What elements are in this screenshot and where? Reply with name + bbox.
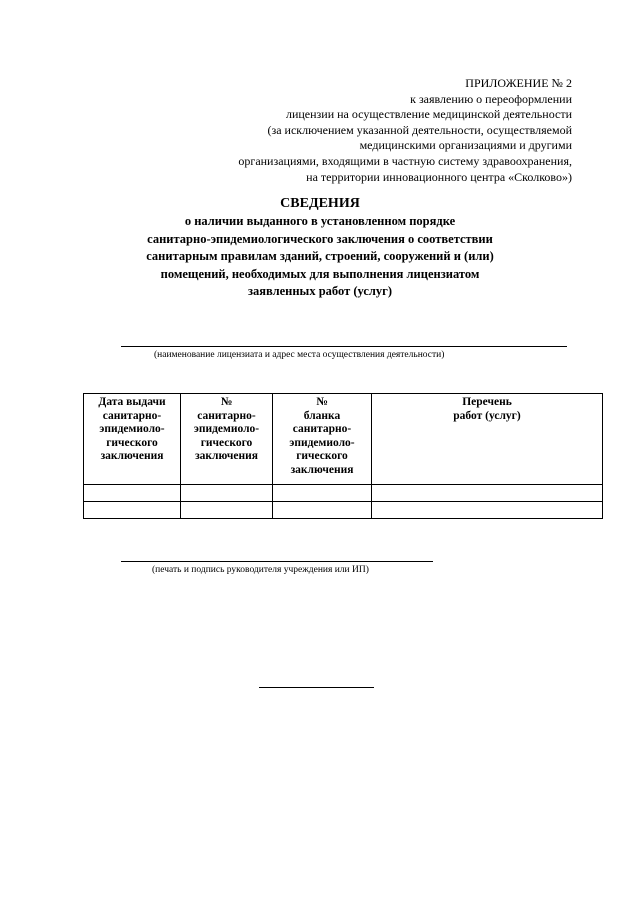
heading-title: СВЕДЕНИЯ: [280, 196, 360, 211]
heading-line: санитарно-эпидемиологического заключения о соответствии: [147, 231, 493, 246]
header-works-list: Перечень работ (услуг): [372, 394, 603, 485]
header-conclusion-number: № санитарно- эпидемиоло- гического заключения: [181, 394, 273, 485]
table-header-row: [84, 394, 603, 485]
table-cell[interactable]: [273, 502, 372, 519]
appendix-line: ПРИЛОЖЕНИЕ № 2: [465, 76, 572, 90]
table-cell[interactable]: [181, 502, 273, 519]
heading-line: о наличии выданного в установленном порядке: [184, 214, 456, 228]
appendix-line: к заявлению о переоформлении: [410, 91, 572, 106]
signature-caption: (печать и подпись руководителя учреждения или ИП): [152, 565, 369, 575]
appendix-line: лицензии на осуществление медицинской деятельности: [285, 107, 572, 122]
table-cell[interactable]: [273, 485, 372, 502]
table-row: [84, 502, 603, 519]
table-cell[interactable]: [84, 502, 181, 519]
heading-line: помещений, необходимых для выполнения лицензиатом: [160, 266, 480, 281]
table-cell[interactable]: [372, 502, 603, 519]
conclusions-table: [83, 393, 603, 519]
header-form-number: № бланка санитарно- эпидемиоло- гического заключения: [273, 394, 372, 485]
heading-line: санитарным правилам зданий, строений, сооружений и (или): [146, 249, 494, 263]
table-cell[interactable]: [181, 485, 273, 502]
licensee-name-line[interactable]: [121, 346, 567, 347]
document-heading: [100, 195, 540, 301]
appendix-line: организациями, входящими в частную систему здравоохранения,: [238, 153, 572, 168]
table-row: [84, 485, 603, 502]
appendix-line: на территории инновационного центра «Сколково»): [306, 169, 572, 184]
signature-line[interactable]: [121, 561, 433, 562]
appendix-line: медицинскими организациями и другими: [359, 138, 572, 153]
appendix-block: [238, 76, 572, 185]
heading-line: заявленных работ (услуг): [247, 284, 393, 298]
header-issue-date: Дата выдачи санитарно- эпидемиоло- гического заключения: [84, 394, 181, 485]
table-cell[interactable]: [372, 485, 603, 502]
licensee-caption: (наименование лицензиата и адрес места осуществления деятельности): [154, 350, 445, 360]
heading-subtitle: [100, 213, 540, 301]
closing-divider: [259, 687, 374, 688]
appendix-line: (за исключением указанной деятельности, осуществляемой: [267, 122, 572, 137]
table-cell[interactable]: [84, 485, 181, 502]
